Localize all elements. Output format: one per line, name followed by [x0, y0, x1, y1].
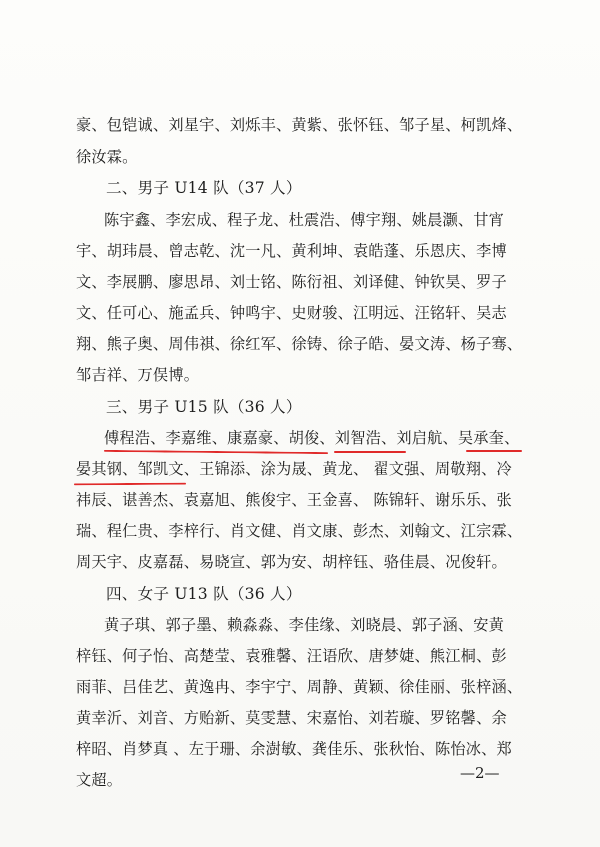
roster-line: 梓钰、何子怡、高楚莹、袁雅馨、汪语欣、唐梦婕、熊江桐、彭: [76, 647, 507, 665]
roster-line: 雨菲、吕佳艺、黄逸冉、李宇宁、周静、黄颖、徐佳丽、张梓涵、: [76, 678, 523, 696]
roster-line: 瑞、程仁贵、李梓行、肖文健、肖文康、彭杰、刘翰文、江宗霖、: [76, 522, 523, 540]
roster-line: 傅程浩、李嘉维、康嘉豪、胡俊、刘智浩、刘启航、吴承奎、: [104, 429, 520, 447]
roster-line: 黄子琪、郭子墨、赖淼淼、李佳缘、刘晓晨、郭子涵、安黄: [104, 616, 505, 634]
roster-line: 周天宇、皮嘉磊、易晓宣、郭为安、胡梓钰、骆佳晨、况俊轩。: [76, 553, 507, 571]
roster-line: 豪、包铠诚、刘星宇、刘烁丰、黄紫、张怀钰、邹子星、柯凯烽、: [76, 116, 523, 134]
red-underline-mark: [74, 483, 186, 486]
page-number: —2—: [460, 764, 500, 782]
roster-line: 徐汝霖。: [76, 148, 138, 166]
roster-line: 黄幸沂、刘音、方贻新、莫雯慧、宋嘉怡、刘若璇、罗铭馨、余: [76, 709, 507, 727]
roster-line: 陈宇鑫、李宏成、程子龙、杜震浩、傅宇翔、姚晨灏、甘宵: [104, 211, 505, 229]
roster-line: 祎辰、谌善杰、袁嘉旭、熊俊宇、王金喜、 陈锦轩、谢乐乐、张: [76, 491, 512, 509]
section-heading-u14: 二、男子 U14 队（37 人）: [106, 179, 302, 197]
red-underline-mark: [334, 451, 406, 453]
roster-line: 文、任可心、施孟兵、钟鸣宇、史财骏、江明远、汪铭轩、吴志: [76, 304, 507, 322]
roster-line: 文、李展鹏、廖思昂、刘士铭、陈衍祖、刘译健、钟钦昊、罗子: [76, 273, 507, 291]
section-heading-u15: 三、男子 U15 队（36 人）: [106, 398, 302, 416]
roster-line: 宇、胡玮晨、曾志乾、沈一凡、黄利坤、袁皓蓬、乐恩庆、李博: [76, 242, 507, 260]
red-underline-mark: [466, 450, 522, 452]
roster-line: 梓昭、肖梦真 、左于珊、余澍敏、龚佳乐、张秋怡、陈怡冰、郑: [76, 740, 512, 758]
roster-line: 文超。: [76, 771, 123, 789]
roster-line: 晏其钢、邹凯文、王锦添、涂为晟、黄龙、 翟文强、周敬翔、冷: [76, 460, 512, 478]
roster-line: 翔、熊子奥、周伟祺、徐红军、徐铸、徐子皓、晏文涛、杨子骞、: [76, 335, 523, 353]
red-underline-mark: [104, 450, 328, 454]
section-heading-u13-women: 四、女子 U13 队（36 人）: [106, 585, 302, 603]
roster-line: 邹吉祥、万俣博。: [76, 366, 200, 384]
